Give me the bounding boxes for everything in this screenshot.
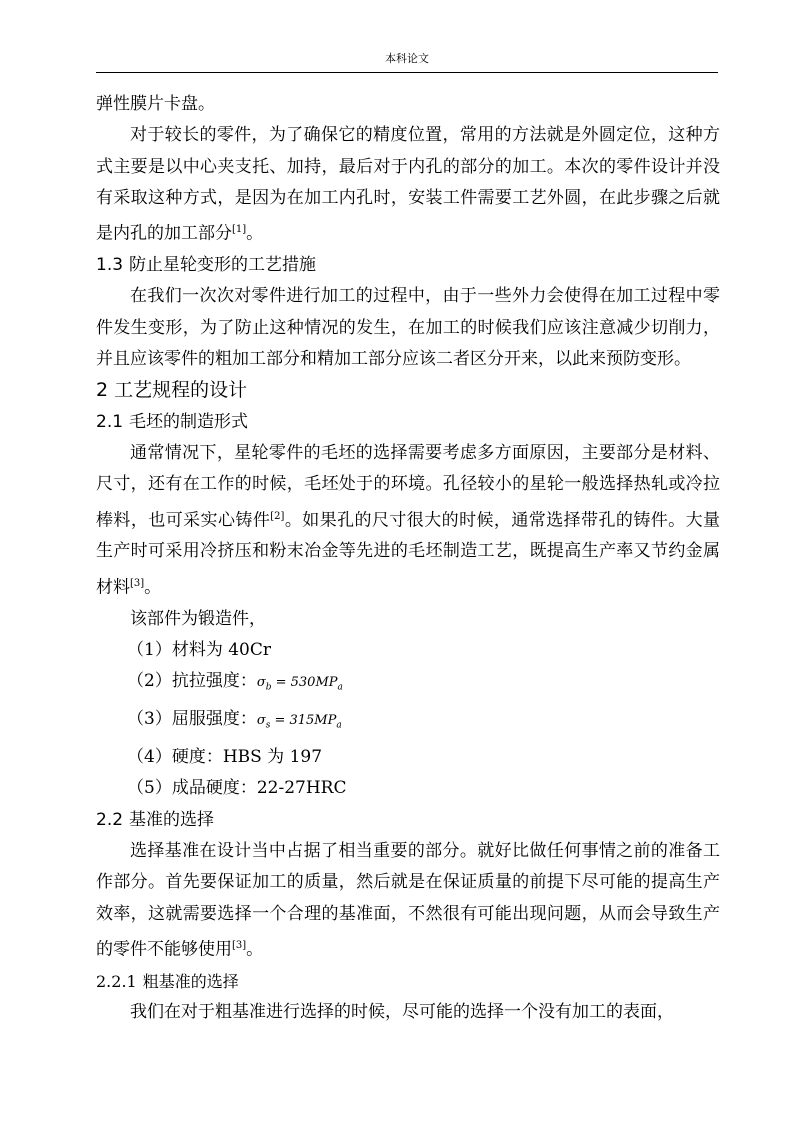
section-number: 2.2 bbox=[96, 809, 124, 830]
chapter-heading-2 bbox=[96, 375, 720, 406]
paragraph bbox=[96, 120, 720, 250]
list-item-text: （4）硬度：HBS 为 197 bbox=[127, 747, 323, 768]
paragraph: 弹性膜片卡盘。 bbox=[96, 94, 215, 114]
chapter-title: 工艺规程的设计 bbox=[114, 379, 248, 402]
paragraph-text: 对于较长的零件，为了确保它的精度位置，常用的方法就是外圆定位，这种方式主要是以中心夹支托、加持，最后对于内孔的部分的加工。本次的零件设计并没有采取这种方式，是因为在加工内孔时，安装工件需要工艺外圆，在此步骤之后就是内孔的加工部分 bbox=[96, 125, 720, 244]
citation: [1] bbox=[232, 224, 247, 236]
list-item-text: （3）屈服强度： bbox=[127, 709, 257, 730]
formula-subscript: a bbox=[337, 682, 343, 693]
paragraph-text: 。 bbox=[144, 577, 162, 598]
list-item-text: （2）抗拉强度： bbox=[127, 671, 257, 692]
section-title: 基准的选择 bbox=[129, 809, 215, 830]
citation: [3] bbox=[232, 939, 247, 951]
paragraph: 在我们一次次对零件进行加工的过程中，由于一些外力会使得在加工过程中零件发生变形，为了防止这种情况的发生，在加工的时候我们应该注意减少切削力，并且应该零件的粗加工部分和精加工部分应该二者区分开来，以此来预防变形。 bbox=[96, 286, 720, 370]
chapter-number: 2 bbox=[96, 379, 109, 402]
citation: [3] bbox=[130, 577, 145, 589]
formula-subscript: a bbox=[336, 720, 342, 731]
formula-value: = 530MP bbox=[271, 675, 338, 691]
list-item-text: （5）成品硬度：22-27HRC bbox=[127, 778, 347, 799]
list-item bbox=[96, 773, 720, 804]
running-header: 本科论文 bbox=[385, 52, 429, 65]
paragraph bbox=[96, 438, 720, 604]
formula-subscript: s bbox=[265, 720, 271, 731]
subsection-title: 粗基准的选择 bbox=[142, 971, 239, 991]
section-title: 毛坯的制造形式 bbox=[129, 411, 249, 432]
list-item bbox=[96, 704, 720, 742]
section-title: 防止星轮变形的工艺措施 bbox=[129, 255, 317, 276]
section-heading-1-3 bbox=[96, 250, 720, 281]
paragraph-text: 。 bbox=[246, 223, 264, 244]
formula-symbol: σ bbox=[256, 675, 266, 691]
list-item bbox=[96, 742, 720, 773]
paragraph: 该部件为锻造件， bbox=[130, 608, 266, 629]
list-item bbox=[96, 666, 720, 704]
subsection-heading-2-2-1 bbox=[96, 966, 720, 997]
header-rule bbox=[96, 72, 718, 73]
section-number: 1.3 bbox=[96, 255, 124, 276]
list-item-text: （1）材料为 40Cr bbox=[127, 640, 271, 661]
paragraph-text: 。如果孔的尺寸很大的时候，通常选择带孔的铸件。大量生产时可采用冷挤压和粉末冶金等先进的毛坯制造工艺，既提高生产率又节约金属材料 bbox=[96, 510, 721, 598]
formula-symbol: σ bbox=[256, 713, 266, 729]
paragraph-text: 选择基准在设计当中占据了相当重要的部分。就好比做任何事情之前的准备工作部分。首先要保证加工的质量，然后就是在保证质量的前提下尽可能的提高生产效率，这就需要选择一个合理的基准面，不然很有可能出现问题，从而会导致生产的零件不能够使用 bbox=[96, 840, 720, 960]
list-item bbox=[96, 635, 720, 666]
subsection-number: 2.2.1 bbox=[96, 971, 137, 991]
paragraph: 我们在对于粗基准进行选择的时候，尽可能的选择一个没有加工的表面， bbox=[130, 1002, 674, 1023]
formula-value: = 315MP bbox=[270, 713, 337, 729]
paragraph bbox=[96, 836, 720, 966]
formula-subscript: b bbox=[265, 682, 272, 693]
citation: [2] bbox=[270, 510, 285, 522]
formula bbox=[256, 675, 343, 693]
formula bbox=[256, 713, 342, 731]
section-heading-2-2 bbox=[96, 805, 720, 836]
paragraph-text: 。 bbox=[246, 939, 264, 960]
paragraph-text: 通常情况下，星轮零件的毛坯的选择需要考虑多方面原因，主要部分是材料、尺寸，还有在工作的时候，毛坯处于的环境。孔径较小的星轮一般选择热轧或冷拉棒料，也可采实心铸件 bbox=[96, 442, 720, 531]
body-content bbox=[96, 89, 720, 1028]
section-number: 2.1 bbox=[96, 411, 124, 432]
section-heading-2-1 bbox=[96, 407, 720, 438]
